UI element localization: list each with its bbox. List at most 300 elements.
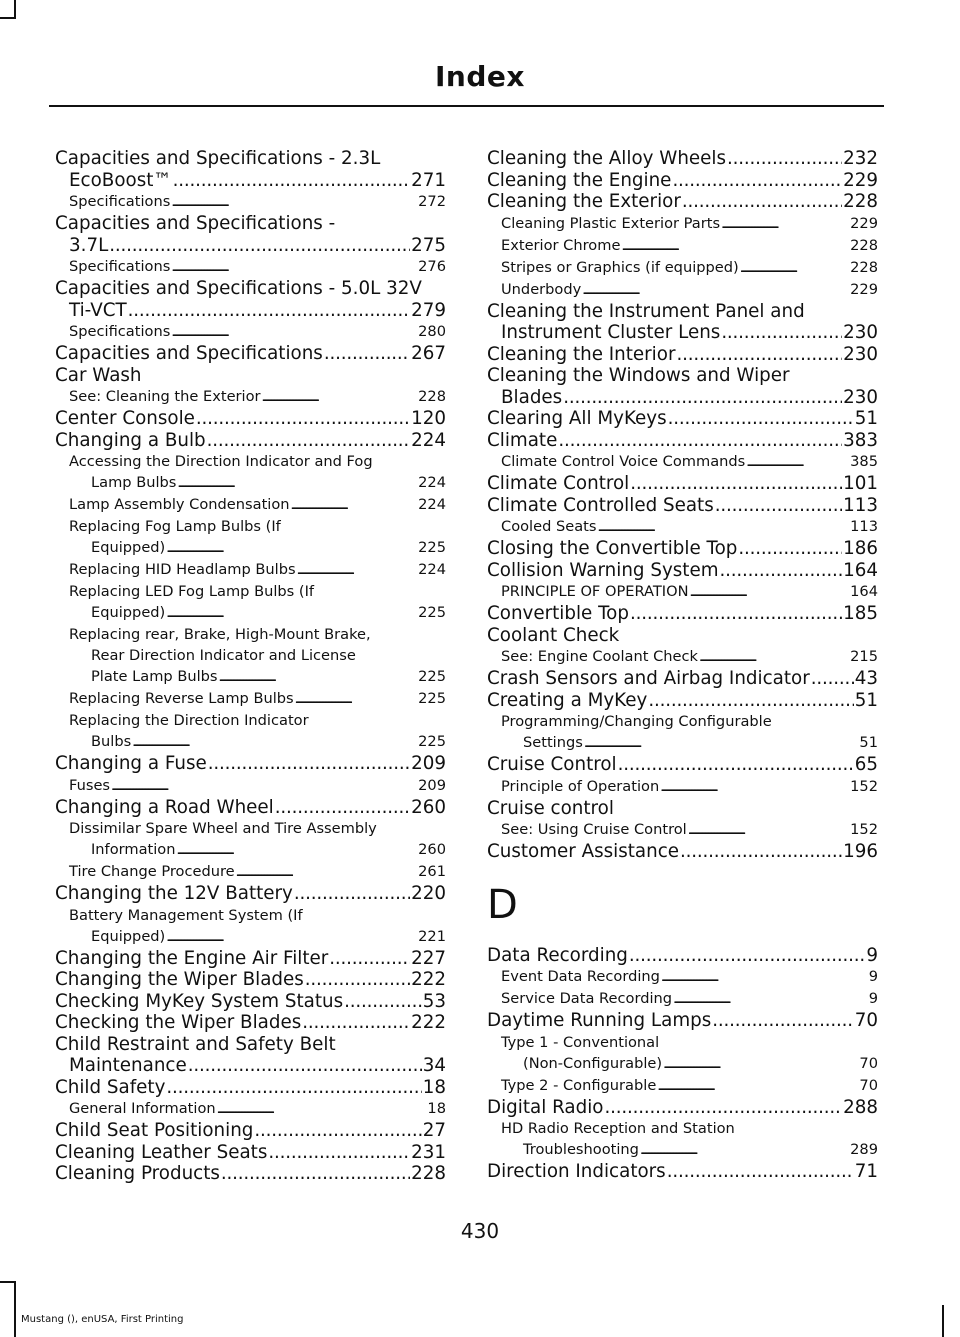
entry-page: 225 xyxy=(418,539,446,556)
entry-term: Specifications xyxy=(69,193,171,210)
index-entry[interactable] xyxy=(55,948,446,970)
entry-term-line1: Capacities and Specifications - 5.0L 32V xyxy=(55,278,422,299)
index-subentry[interactable] xyxy=(55,775,446,797)
index-entry[interactable] xyxy=(487,945,878,967)
entry-page: 228 xyxy=(850,236,878,254)
entry-page: 288 xyxy=(843,1096,878,1118)
entry-page: 280 xyxy=(418,323,446,340)
index-entry[interactable] xyxy=(55,969,446,991)
leader-dots xyxy=(648,690,853,712)
index-subentry[interactable] xyxy=(487,213,878,235)
leader-dots xyxy=(254,1120,421,1142)
entry-term: Equipped) xyxy=(91,927,166,945)
entry-term-line1: Replacing LED Fog Lamp Bulbs (If xyxy=(69,583,315,600)
entry-term: Cleaning Plastic Exterior Parts xyxy=(501,214,721,232)
entry-page: 51 xyxy=(859,734,878,751)
entry-term: Capacities and Specifications xyxy=(55,343,323,364)
entry-term: Exterior Chrome xyxy=(501,236,621,254)
index-entry[interactable] xyxy=(55,1163,446,1185)
index-entry[interactable] xyxy=(487,301,878,344)
index-entry[interactable] xyxy=(487,841,878,863)
entry-page: 275 xyxy=(411,234,446,256)
entry-page: 225 xyxy=(418,668,446,685)
leader-dots xyxy=(688,819,849,841)
leader-dots xyxy=(173,170,410,192)
entry-term: Center Console xyxy=(55,408,195,429)
index-subentry[interactable] xyxy=(55,191,446,213)
entry-term: Direction Indicators xyxy=(487,1161,666,1182)
entry-term: Settings xyxy=(523,734,583,751)
entry-page: 18 xyxy=(422,1076,446,1098)
leader-dots xyxy=(166,602,417,624)
entry-term-line1: Replacing Fog Lamp Bulbs (If xyxy=(69,518,281,535)
entry-term: Clearing All MyKeys xyxy=(487,408,667,429)
entry-term-line1: Battery Management System (If xyxy=(69,906,303,924)
entry-page: 71 xyxy=(854,1161,878,1182)
entry-page: 232 xyxy=(843,148,878,169)
entry-term: Lamp Assembly Condensation xyxy=(69,496,290,513)
index-column-right xyxy=(487,148,878,1183)
index-subentry[interactable] xyxy=(55,451,446,494)
entry-term: Equipped) xyxy=(91,604,166,621)
entry-term: Cruise Control xyxy=(487,754,617,775)
entry-page: 70 xyxy=(859,1054,878,1072)
leader-dots xyxy=(196,408,410,430)
index-entry[interactable] xyxy=(487,1097,878,1119)
index-subentry[interactable] xyxy=(55,818,446,861)
entry-term: Climate Control Voice Commands xyxy=(501,453,746,470)
entry-term: Changing a Bulb xyxy=(55,429,206,451)
entry-page: 152 xyxy=(850,821,878,838)
leader-dots xyxy=(128,300,410,322)
index-entry[interactable] xyxy=(487,473,878,495)
index-entry[interactable] xyxy=(55,408,446,430)
leader-dots xyxy=(166,926,417,948)
index-entry[interactable] xyxy=(487,191,878,213)
entry-term: Changing a Road Wheel xyxy=(55,796,274,818)
index-entry[interactable] xyxy=(487,148,878,170)
entry-term: Climate Controlled Seats xyxy=(487,494,714,516)
entry-page: 27 xyxy=(422,1120,446,1141)
index-subentry[interactable] xyxy=(487,581,878,603)
index-entry[interactable] xyxy=(487,668,878,690)
index-subentry[interactable] xyxy=(55,581,446,624)
leader-dots xyxy=(811,668,854,690)
entry-term-line1: Replacing rear, Brake, High-Mount Brake, xyxy=(69,626,371,643)
entry-page: 70 xyxy=(859,1076,878,1094)
leader-dots xyxy=(217,1098,427,1120)
index-subentry[interactable] xyxy=(487,1118,878,1161)
entry-page: 267 xyxy=(411,343,446,364)
leader-dots xyxy=(176,839,417,861)
entry-page: 228 xyxy=(411,1163,446,1184)
entry-page: 164 xyxy=(850,583,878,600)
entry-term: Cleaning the Engine xyxy=(487,169,672,191)
entry-page: 9 xyxy=(868,968,878,985)
index-entry[interactable] xyxy=(487,1010,878,1032)
entry-page: 185 xyxy=(843,603,878,624)
entry-page: 227 xyxy=(411,947,446,969)
index-entry[interactable] xyxy=(55,797,446,819)
entry-term: Changing a Fuse xyxy=(55,753,207,774)
entry-term: Event Data Recording xyxy=(501,968,660,985)
entry-page: 271 xyxy=(411,169,446,191)
leader-dots xyxy=(584,732,859,754)
entry-page: 70 xyxy=(854,1010,878,1031)
index-subentry[interactable] xyxy=(487,966,878,988)
index-subentry[interactable] xyxy=(55,321,446,343)
entry-page: 18 xyxy=(427,1100,446,1117)
entry-page: 209 xyxy=(418,776,446,794)
index-entry[interactable] xyxy=(55,753,446,775)
index-entry[interactable] xyxy=(55,1034,446,1077)
entry-term-line1: HD Radio Reception and Station xyxy=(501,1120,735,1137)
index-subentry[interactable] xyxy=(55,688,446,710)
entry-page: 225 xyxy=(418,690,446,707)
index-entry[interactable] xyxy=(55,430,446,452)
entry-term-line1: Replacing the Direction Indicator xyxy=(69,712,309,729)
leader-dots xyxy=(657,1075,858,1097)
entry-term: Convertible Top xyxy=(487,603,629,624)
leader-dots xyxy=(221,1163,410,1185)
entry-term: Information xyxy=(91,841,176,858)
entry-term: Cooled Seats xyxy=(501,518,597,535)
title-divider xyxy=(49,105,884,107)
leader-dots xyxy=(721,322,842,344)
crop-mark xyxy=(0,1281,16,1283)
entry-term: Bulbs xyxy=(91,733,132,750)
entry-page: 224 xyxy=(418,496,446,513)
leader-dots xyxy=(188,1055,422,1077)
entry-term: PRINCIPLE OF OPERATION xyxy=(501,583,689,600)
entry-term: (Non-Configurable) xyxy=(523,1054,663,1072)
entry-term: Plate Lamp Bulbs xyxy=(91,668,218,685)
index-subentry[interactable] xyxy=(487,819,878,841)
entry-term: Equipped) xyxy=(91,539,166,556)
leader-dots xyxy=(268,1142,410,1164)
index-entry[interactable] xyxy=(487,1161,878,1183)
entry-term-line1: Programming/Changing Configurable xyxy=(501,713,772,730)
entry-page: 196 xyxy=(843,841,878,862)
entry-page: 186 xyxy=(843,538,878,559)
entry-term: Daytime Running Lamps xyxy=(487,1010,712,1031)
entry-page: 260 xyxy=(418,841,446,858)
index-entry[interactable] xyxy=(55,148,446,191)
crop-mark xyxy=(0,17,16,19)
index-entry[interactable] xyxy=(487,430,878,452)
index-subentry[interactable] xyxy=(487,516,878,538)
index-entry[interactable] xyxy=(487,560,878,582)
index-entry[interactable] xyxy=(487,538,878,560)
index-subentry[interactable] xyxy=(55,256,446,278)
index-subentry[interactable] xyxy=(487,646,878,668)
entry-term-line1: Capacities and Specifications - xyxy=(55,213,336,234)
leader-dots xyxy=(208,753,410,775)
index-entry[interactable] xyxy=(487,365,878,408)
leader-dots xyxy=(166,537,417,559)
entry-page: 120 xyxy=(411,408,446,429)
entry-term: Checking MyKey System Status xyxy=(55,990,344,1012)
leader-dots xyxy=(676,344,842,366)
leader-dots xyxy=(177,472,417,494)
index-entry[interactable] xyxy=(487,408,878,430)
leader-dots xyxy=(294,883,410,905)
leader-dots xyxy=(629,945,865,967)
entry-page: 215 xyxy=(850,648,878,665)
entry-term: Troubleshooting xyxy=(523,1141,639,1158)
entry-term: Replacing Reverse Lamp Bulbs xyxy=(69,690,294,707)
index-entry[interactable] xyxy=(55,278,446,321)
leader-dots xyxy=(740,257,849,279)
entry-term: Creating a MyKey xyxy=(487,689,648,711)
entry-term: Fuses xyxy=(69,776,111,794)
entry-term-line1: Type 1 - Conventional xyxy=(501,1033,660,1051)
entry-page: 113 xyxy=(843,494,878,516)
leader-dots xyxy=(682,191,842,213)
leader-dots xyxy=(618,754,854,776)
index-subentry[interactable] xyxy=(55,386,446,408)
entry-page: 289 xyxy=(850,1141,878,1158)
entry-page: 164 xyxy=(843,559,878,581)
entry-term: Specifications xyxy=(69,258,171,275)
entry-page: 276 xyxy=(418,258,446,275)
leader-dots xyxy=(111,775,417,797)
index-entry[interactable] xyxy=(55,991,446,1013)
leader-dots xyxy=(295,688,418,710)
entry-page: 230 xyxy=(843,386,878,408)
entry-page: 228 xyxy=(843,191,878,212)
entry-term-line1: Dissimilar Spare Wheel and Tire Assembly xyxy=(69,820,377,837)
leader-dots xyxy=(291,494,418,516)
leader-dots xyxy=(207,430,410,452)
index-entry[interactable] xyxy=(487,495,878,517)
entry-page: 385 xyxy=(850,453,878,470)
leader-dots xyxy=(668,408,854,430)
index-subentry[interactable] xyxy=(55,516,446,559)
leader-dots xyxy=(712,1010,853,1032)
index-subentry[interactable] xyxy=(55,1098,446,1120)
leader-dots xyxy=(171,256,417,278)
entry-term: General Information xyxy=(69,1100,216,1117)
index-subentry[interactable] xyxy=(487,257,878,279)
index-subentry[interactable] xyxy=(487,235,878,257)
index-entry-heading: Car Wash xyxy=(55,364,142,386)
leader-dots xyxy=(660,776,849,798)
entry-page: 51 xyxy=(854,689,878,711)
leader-dots xyxy=(630,603,842,625)
crop-mark xyxy=(14,1281,16,1337)
leader-dots xyxy=(721,213,849,235)
entry-page: 229 xyxy=(850,280,878,298)
index-entry[interactable] xyxy=(55,1012,446,1034)
leader-dots xyxy=(690,581,850,603)
entry-page: 224 xyxy=(418,474,446,491)
index-entry-heading: Cruise control xyxy=(487,797,614,819)
entry-page: 228 xyxy=(850,258,878,276)
page-number: 430 xyxy=(460,1219,500,1243)
index-entry[interactable] xyxy=(487,603,878,625)
entry-page: 9 xyxy=(868,990,878,1007)
entry-page: 279 xyxy=(411,299,446,321)
entry-term: Tire Change Procedure xyxy=(69,863,235,880)
index-subentry[interactable] xyxy=(55,905,446,948)
entry-term: Customer Assistance xyxy=(487,841,680,862)
entry-term: Cleaning the Interior xyxy=(487,343,676,365)
entry-term: Principle of Operation xyxy=(501,777,660,795)
entry-term: Child Safety xyxy=(55,1076,166,1098)
entry-term: See: Engine Coolant Check xyxy=(501,648,698,665)
index-entry-heading: Coolant Check xyxy=(487,624,620,646)
index-subentry[interactable] xyxy=(487,279,878,301)
entry-page: 383 xyxy=(843,429,878,451)
entry-term: EcoBoost™ xyxy=(69,169,172,191)
entry-page: 220 xyxy=(411,883,446,904)
leader-dots xyxy=(109,235,410,257)
entry-term: Stripes or Graphics (if equipped) xyxy=(501,258,739,276)
entry-term: Cleaning Leather Seats xyxy=(55,1141,268,1163)
index-subentry[interactable] xyxy=(487,451,878,473)
entry-page: 225 xyxy=(418,604,446,621)
leader-dots xyxy=(582,279,849,301)
leader-dots xyxy=(667,1161,854,1183)
index-subentry[interactable] xyxy=(55,624,446,688)
entry-page: 225 xyxy=(418,733,446,750)
entry-term: Instrument Cluster Lens xyxy=(501,322,721,343)
entry-term: Changing the Wiper Blades xyxy=(55,969,304,990)
entry-page: 224 xyxy=(411,429,446,451)
entry-page: 222 xyxy=(411,1012,446,1033)
entry-term: Child Seat Positioning xyxy=(55,1120,254,1141)
index-entry[interactable] xyxy=(55,213,446,256)
entry-page: 229 xyxy=(843,169,878,191)
entry-page: 65 xyxy=(854,754,878,775)
leader-dots xyxy=(171,321,417,343)
index-subentry[interactable] xyxy=(55,559,446,581)
entry-page: 209 xyxy=(411,753,446,774)
entry-term-line1: Accessing the Direction Indicator and Fog xyxy=(69,453,373,470)
leader-dots xyxy=(699,646,849,668)
leader-dots xyxy=(297,559,418,581)
index-entry[interactable] xyxy=(55,883,446,905)
index-entry[interactable] xyxy=(487,754,878,776)
index-subentry[interactable] xyxy=(487,988,878,1010)
index-entry[interactable] xyxy=(487,344,878,366)
entry-page: 51 xyxy=(854,408,878,429)
leader-dots xyxy=(672,170,842,192)
entry-term-line1: Capacities and Specifications - 2.3L xyxy=(55,148,381,169)
leader-dots xyxy=(630,473,842,495)
leader-dots xyxy=(661,966,868,988)
leader-dots xyxy=(171,191,417,213)
entry-page: 224 xyxy=(418,561,446,578)
entry-term: Lamp Bulbs xyxy=(91,474,177,491)
entry-term: Crash Sensors and Airbag Indicator xyxy=(487,668,810,689)
leader-dots xyxy=(720,560,843,582)
index-subentry[interactable] xyxy=(487,1032,878,1075)
entry-term: Underbody xyxy=(501,280,582,298)
leader-dots xyxy=(275,797,410,819)
leader-dots xyxy=(673,988,868,1010)
entry-page: 229 xyxy=(850,214,878,232)
entry-page: 231 xyxy=(411,1141,446,1163)
entry-page: 34 xyxy=(422,1055,446,1076)
entry-page: 113 xyxy=(850,518,878,535)
index-entry[interactable] xyxy=(487,690,878,712)
index-column-left xyxy=(55,148,446,1185)
leader-dots xyxy=(738,538,842,560)
entry-term: Specifications xyxy=(69,323,171,340)
entry-term: Type 2 - Configurable xyxy=(501,1076,657,1094)
entry-page: 53 xyxy=(422,990,446,1012)
entry-term-line1: Cleaning the Windows and Wiper xyxy=(487,365,790,386)
leader-dots xyxy=(604,1097,842,1119)
index-subentry[interactable] xyxy=(487,711,878,754)
entry-term: Closing the Convertible Top xyxy=(487,538,738,559)
leader-dots xyxy=(305,969,410,991)
entry-term: Checking the Wiper Blades xyxy=(55,1012,302,1033)
entry-page: 9 xyxy=(866,944,878,966)
entry-term-line2: Rear Direction Indicator and License xyxy=(91,647,356,664)
entry-term: Cleaning the Exterior xyxy=(487,191,681,212)
index-subentry[interactable] xyxy=(487,1075,878,1097)
entry-term: Blades xyxy=(501,386,563,408)
leader-dots xyxy=(727,148,842,170)
entry-page: 261 xyxy=(418,863,446,880)
index-entry[interactable] xyxy=(55,1142,446,1164)
entry-term: Climate Control xyxy=(487,473,630,494)
leader-dots xyxy=(563,387,842,409)
entry-term: Changing the 12V Battery xyxy=(55,883,293,904)
entry-page: 222 xyxy=(411,969,446,990)
index-subentry[interactable] xyxy=(55,710,446,753)
entry-term: 3.7L xyxy=(69,234,109,256)
entry-page: 272 xyxy=(418,193,446,210)
leader-dots xyxy=(302,1012,410,1034)
index-entry[interactable] xyxy=(55,343,446,365)
leader-dots xyxy=(598,516,850,538)
entry-term: Climate xyxy=(487,429,558,451)
edition-footer: Mustang (), enUSA, First Printing xyxy=(21,1314,184,1325)
entry-term: Data Recording xyxy=(487,944,628,966)
entry-term: Service Data Recording xyxy=(501,990,673,1007)
entry-term: See: Cleaning the Exterior xyxy=(69,388,261,405)
index-entry[interactable] xyxy=(55,1077,446,1099)
entry-page: 230 xyxy=(843,322,878,343)
entry-page: 221 xyxy=(418,927,446,945)
entry-term: Cleaning Products xyxy=(55,1163,220,1184)
entry-term-line1: Cleaning the Instrument Panel and xyxy=(487,300,805,322)
leader-dots xyxy=(558,430,842,452)
entry-term: Collision Warning System xyxy=(487,559,719,581)
index-entry[interactable] xyxy=(55,1120,446,1142)
index-subentry[interactable] xyxy=(55,861,446,883)
entry-page: 43 xyxy=(854,668,878,689)
index-entry[interactable] xyxy=(487,170,878,192)
entry-page: 228 xyxy=(418,388,446,405)
entry-page: 101 xyxy=(843,473,878,494)
index-subentry[interactable] xyxy=(55,494,446,516)
leader-dots xyxy=(344,991,422,1013)
leader-dots xyxy=(621,235,849,257)
index-subentry[interactable] xyxy=(487,776,878,798)
leader-dots xyxy=(166,1077,421,1099)
leader-dots xyxy=(640,1139,849,1161)
entry-term: Changing the Engine Air Filter xyxy=(55,947,329,969)
entry-term: Maintenance xyxy=(69,1055,187,1076)
leader-dots xyxy=(680,841,842,863)
entry-page: 260 xyxy=(411,796,446,818)
leader-dots xyxy=(262,386,418,408)
